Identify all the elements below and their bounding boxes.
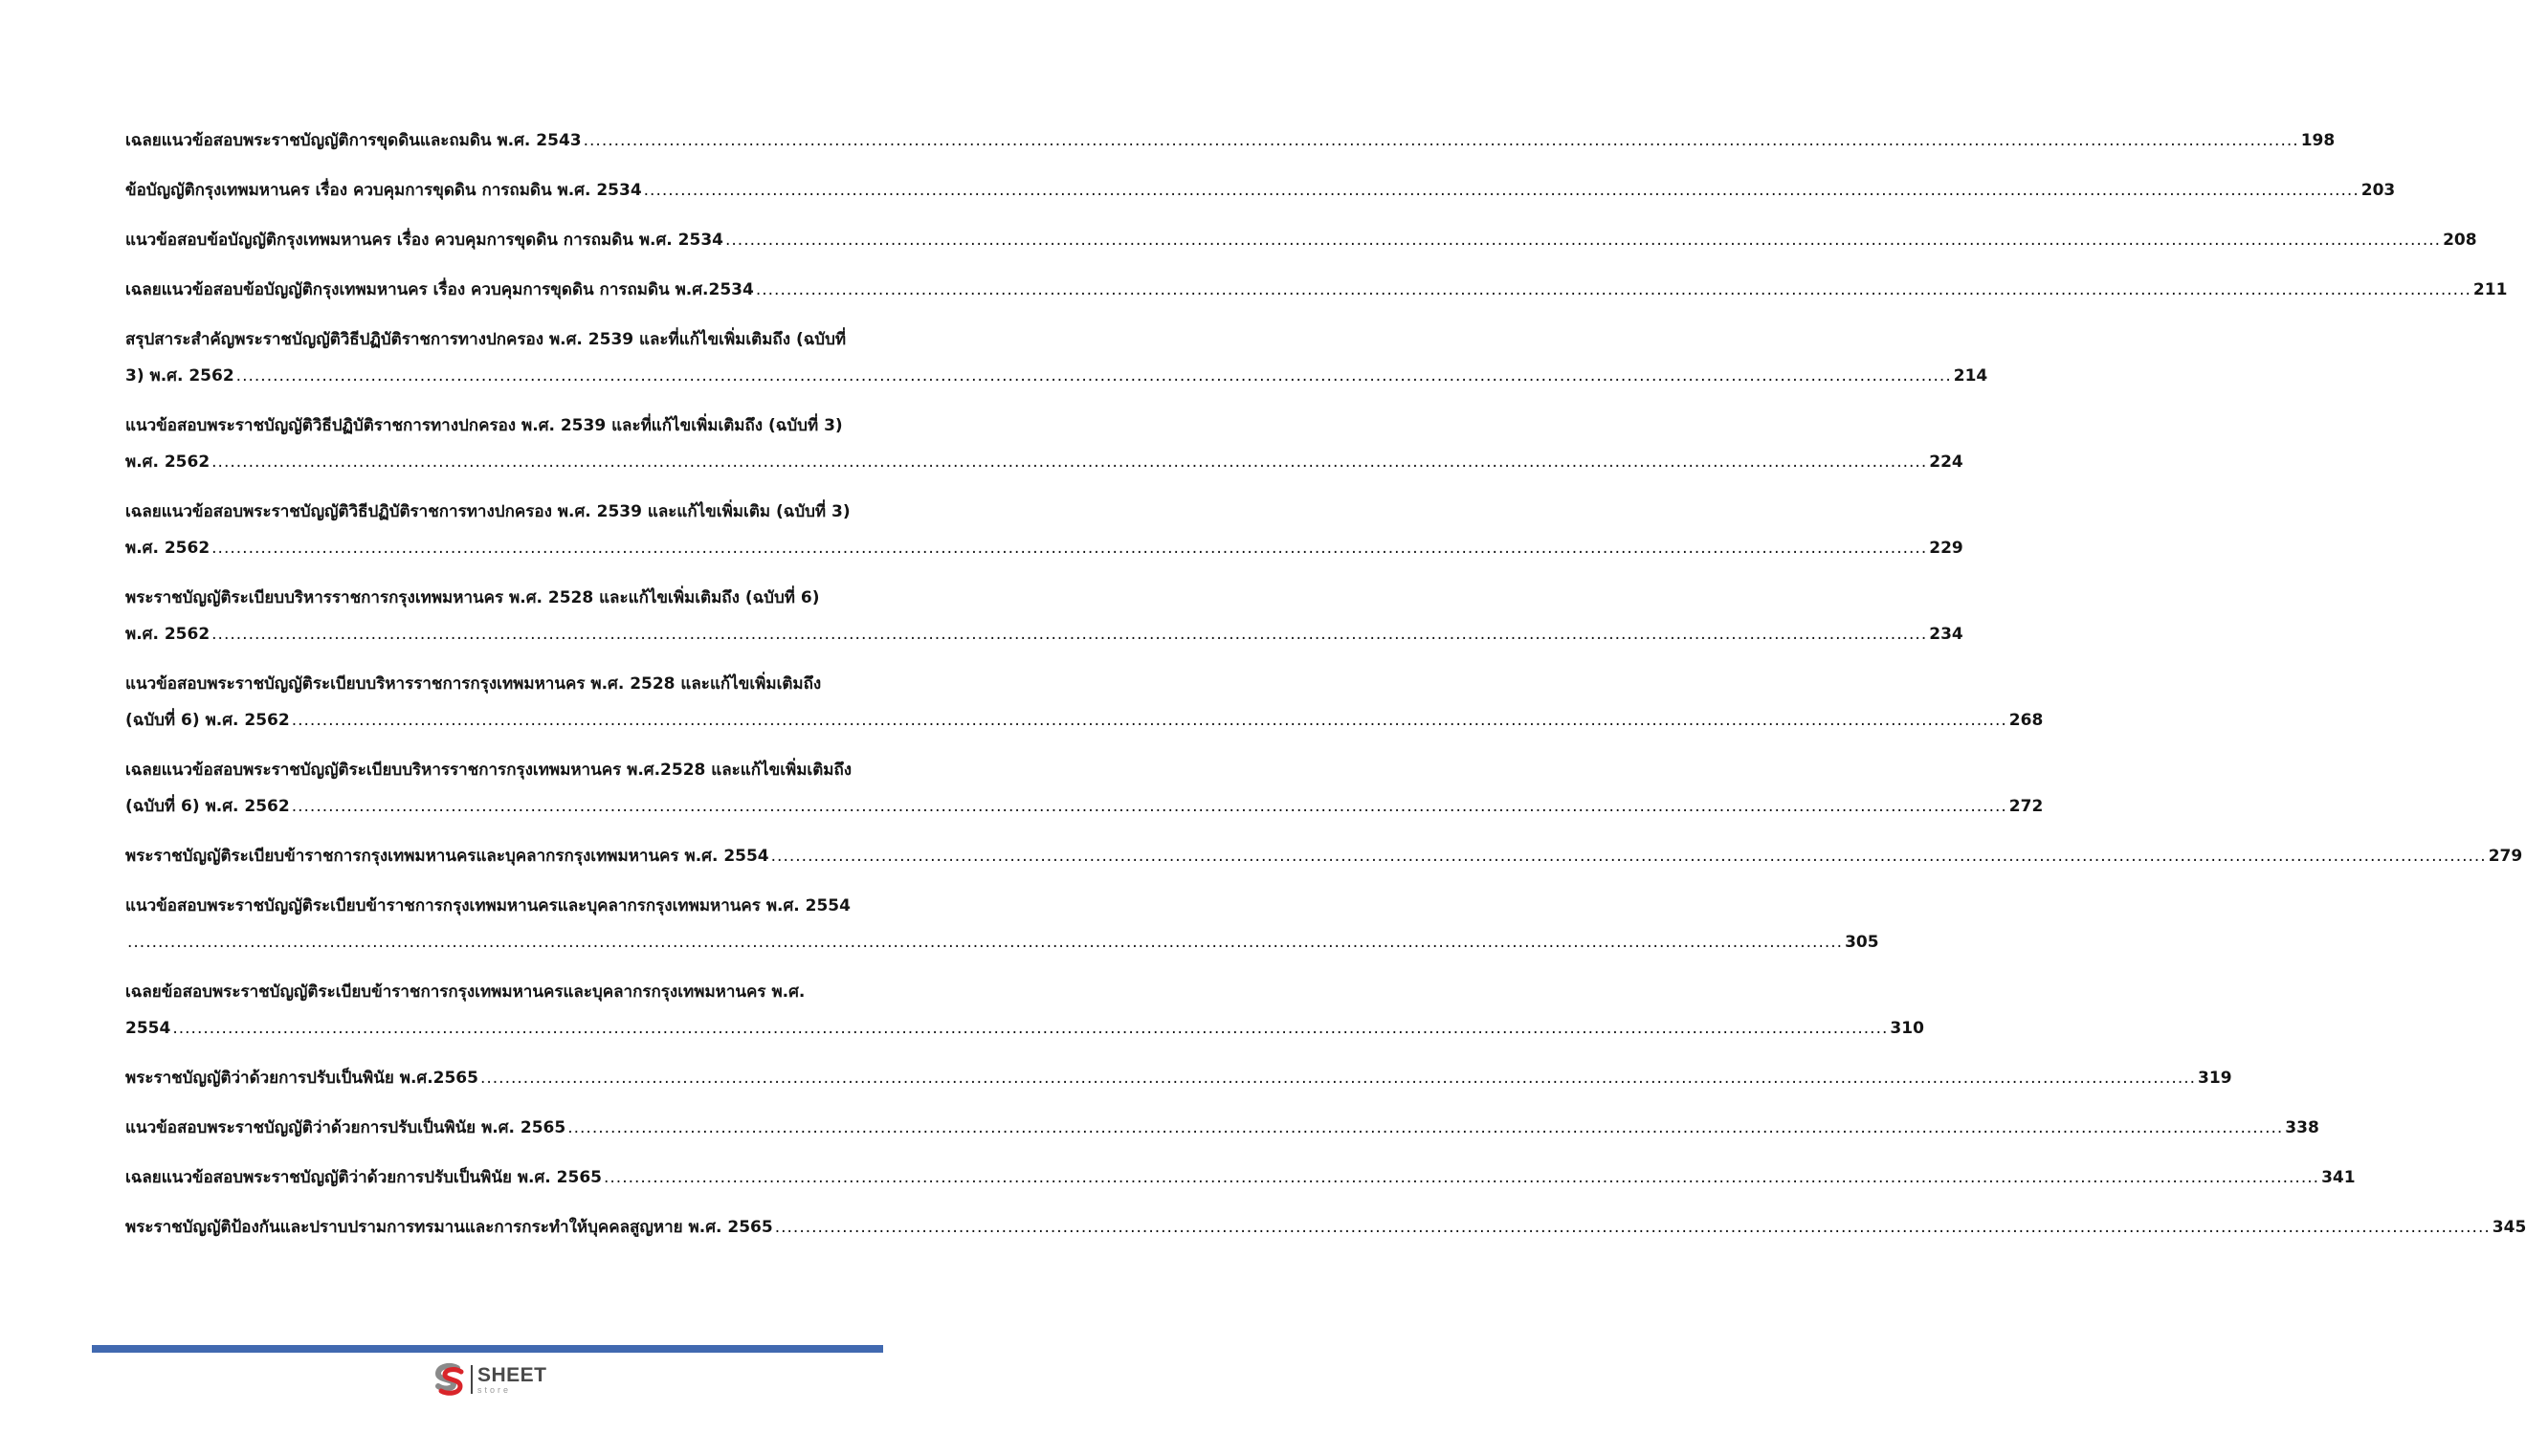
toc-entry-line [125, 1010, 1924, 1047]
toc-entry[interactable] [125, 408, 1963, 480]
toc-leader-dots [127, 924, 1843, 960]
toc-entry-title: แนวข้อสอบพระราชบัญญัติวิธีปฏิบัติราชการทางปกครอง พ.ศ. 2539 และที่แก้ไขเพิ่มเติมถึง (ฉบับที่ 3) [125, 416, 843, 435]
toc-entry-title: เฉลยแนวข้อสอบพระราชบัญญัติระเบียบบริหารราชการกรุงเทพมหานคร พ.ศ.2528 และแก้ไขเพิ่มเติมถึง [125, 761, 853, 780]
toc-entry-title: (ฉบับที่ 6) พ.ศ. 2562 [125, 797, 290, 816]
toc-page-number: 310 [1890, 1019, 1924, 1038]
toc-entry-line [125, 358, 1988, 394]
toc-page-number: 345 [2492, 1218, 2526, 1237]
toc-page-number: 229 [1929, 539, 1963, 558]
toc-entry[interactable] [125, 494, 1963, 566]
toc-entry-line [125, 272, 2508, 308]
toc-entry-line [125, 888, 903, 924]
toc-entry-line [125, 172, 2396, 209]
toc-leader-dots [211, 616, 1927, 652]
toc-entry-title: พระราชบัญญัติระเบียบบริหารราชการกรุงเทพมหานคร พ.ศ. 2528 และแก้ไขเพิ่มเติมถึง (ฉบับที่ 6) [125, 588, 820, 607]
sheet-store-s-icon [432, 1362, 467, 1397]
toc-leader-dots [236, 358, 1952, 394]
toc-page-number: 279 [2488, 847, 2523, 866]
toc-page-number: 341 [2321, 1168, 2356, 1187]
toc-entry-line [125, 408, 903, 444]
toc-entry-title: 3) พ.ศ. 2562 [125, 366, 234, 386]
toc-page-number: 338 [2285, 1118, 2319, 1137]
toc-entry[interactable] [125, 666, 2044, 739]
toc-entry-line [125, 494, 903, 530]
toc-entry[interactable] [125, 888, 1879, 960]
toc-leader-dots [292, 788, 2007, 825]
toc-entry[interactable] [125, 1110, 2319, 1146]
toc-leader-dots [480, 1060, 2196, 1096]
toc-leader-dots [604, 1159, 2319, 1196]
toc-leader-dots [771, 838, 2487, 874]
toc-page-number: 234 [1929, 625, 1963, 644]
toc-entry-title: พระราชบัญญัติว่าด้วยการปรับเป็นพินัย พ.ศ.2565 [125, 1069, 478, 1088]
toc-leader-dots [211, 530, 1927, 566]
toc-page-number: 208 [2443, 231, 2477, 250]
toc-leader-dots [292, 702, 2007, 739]
toc-entry[interactable] [125, 172, 2396, 209]
toc-leader-dots [725, 222, 2441, 258]
toc-entry[interactable] [125, 752, 2044, 825]
toc-entry-line [125, 222, 2477, 258]
toc-entry-line [125, 788, 2044, 825]
toc-entry[interactable] [125, 974, 1924, 1047]
toc-entry-title: สรุปสาระสำคัญพระราชบัญญัติวิธีปฏิบัติราชการทางปกครอง พ.ศ. 2539 และที่แก้ไขเพิ่มเติมถึง (ฉบับที่ [125, 330, 847, 349]
toc-entry[interactable] [125, 321, 1988, 394]
toc-entry-title: เฉลยแนวข้อสอบพระราชบัญญัติการขุดดินและถมดิน พ.ศ. 2543 [125, 131, 582, 150]
table-of-contents [125, 122, 2526, 1259]
toc-entry-line [125, 616, 1963, 652]
toc-entry-title: 2554 [125, 1019, 171, 1038]
toc-page-number: 305 [1845, 933, 1879, 952]
toc-entry-title: เฉลยแนวข้อสอบพระราชบัญญัติวิธีปฏิบัติราชการทางปกครอง พ.ศ. 2539 และแก้ไขเพิ่มเติม (ฉบับที่ 3) [125, 502, 851, 521]
sheet-store-logo [432, 1360, 547, 1399]
toc-leader-dots [644, 172, 2360, 209]
logo-subtitle: store [477, 1384, 512, 1395]
toc-entry[interactable] [125, 122, 2336, 159]
toc-entry-title: พ.ศ. 2562 [125, 452, 210, 472]
toc-entry-title: แนวข้อสอบพระราชบัญญัติระเบียบบริหารราชการกรุงเทพมหานคร พ.ศ. 2528 และแก้ไขเพิ่มเติมถึง [125, 674, 822, 694]
toc-entry-title: เฉลยแนวข้อสอบข้อบัญญัติกรุงเทพมหานคร เรื่อง ควบคุมการขุดดิน การถมดิน พ.ศ.2534 [125, 280, 754, 299]
toc-entry-line [125, 1060, 2232, 1096]
toc-page-number: 268 [2008, 711, 2044, 730]
toc-entry-line [125, 752, 903, 788]
toc-entry[interactable] [125, 580, 1963, 652]
footer-bar [92, 1345, 883, 1353]
toc-entry[interactable] [125, 222, 2477, 258]
toc-entry-line [125, 1159, 2356, 1196]
logo-separator [471, 1365, 473, 1394]
toc-entry[interactable] [125, 272, 2508, 308]
toc-leader-dots [211, 444, 1927, 480]
toc-leader-dots [567, 1110, 2283, 1146]
toc-entry-title: แนวข้อสอบข้อบัญญัติกรุงเทพมหานคร เรื่อง ควบคุมการขุดดิน การถมดิน พ.ศ. 2534 [125, 231, 723, 250]
toc-entry-title: ข้อบัญญัติกรุงเทพมหานคร เรื่อง ควบคุมการขุดดิน การถมดิน พ.ศ. 2534 [125, 181, 642, 200]
toc-entry-line [125, 321, 903, 358]
toc-leader-dots [775, 1209, 2491, 1246]
toc-page-number: 214 [1953, 366, 1988, 386]
toc-page-number: 198 [2300, 131, 2336, 150]
toc-entry[interactable] [125, 1209, 2526, 1246]
toc-entry-title: เฉลยข้อสอบพระราชบัญญัติระเบียบข้าราชการกรุงเทพมหานครและบุคลากรกรุงเทพมหานคร พ.ศ. [125, 982, 806, 1002]
toc-page-number: 319 [2198, 1069, 2232, 1088]
logo-name: SHEET [477, 1363, 547, 1386]
toc-leader-dots [756, 272, 2471, 308]
toc-entry-line [125, 444, 1963, 480]
toc-entry-title: พระราชบัญญัติป้องกันและปราบปรามการทรมานและการกระทำให้บุคคลสูญหาย พ.ศ. 2565 [125, 1218, 773, 1237]
toc-entry-line [125, 580, 903, 616]
toc-entry-title: เฉลยแนวข้อสอบพระราชบัญญัติว่าด้วยการปรับเป็นพินัย พ.ศ. 2565 [125, 1168, 602, 1187]
toc-entry-line [125, 838, 2523, 874]
toc-page-number: 272 [2008, 797, 2044, 816]
toc-entry-line [125, 1110, 2319, 1146]
toc-page-number: 224 [1929, 452, 1963, 472]
toc-entry-line [125, 122, 2336, 159]
toc-entry[interactable] [125, 1060, 2232, 1096]
toc-page-number: 203 [2360, 181, 2396, 200]
toc-entry-title: พ.ศ. 2562 [125, 539, 210, 558]
toc-entry-line [125, 666, 903, 702]
toc-entry-title: แนวข้อสอบพระราชบัญญัติว่าด้วยการปรับเป็นพินัย พ.ศ. 2565 [125, 1118, 566, 1137]
toc-entry-line [125, 974, 903, 1010]
logo-text [477, 1365, 547, 1395]
toc-entry-title: พ.ศ. 2562 [125, 625, 210, 644]
toc-entry[interactable] [125, 1159, 2356, 1196]
toc-entry-line [125, 530, 1963, 566]
toc-entry-title: แนวข้อสอบพระราชบัญญัติระเบียบข้าราชการกรุงเทพมหานครและบุคลากรกรุงเทพมหานคร พ.ศ. 2554 [125, 896, 851, 916]
toc-page-number: 211 [2472, 280, 2508, 299]
toc-entry-title: พระราชบัญญัติระเบียบข้าราชการกรุงเทพมหานครและบุคลากรกรุงเทพมหานคร พ.ศ. 2554 [125, 847, 769, 866]
toc-leader-dots [172, 1010, 1888, 1047]
toc-leader-dots [584, 122, 2299, 159]
toc-entry-title: (ฉบับที่ 6) พ.ศ. 2562 [125, 711, 290, 730]
toc-entry-line [125, 1209, 2526, 1246]
toc-entry-line [125, 924, 1879, 960]
toc-entry[interactable] [125, 838, 2523, 874]
toc-entry-line [125, 702, 2044, 739]
